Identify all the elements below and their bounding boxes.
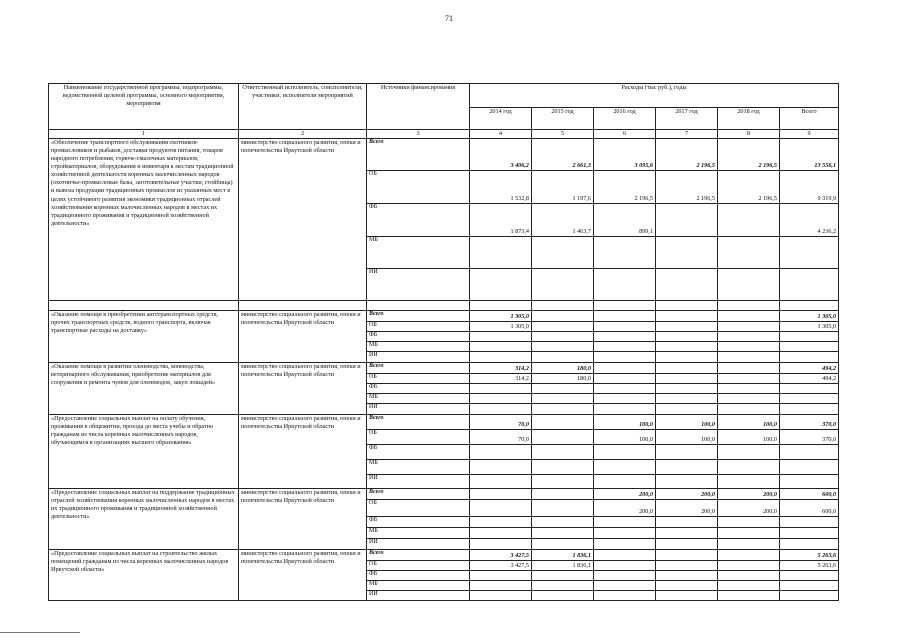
program-name-cell: «Предоставление социальных выплат на строительство жилых помещений гражданам из числа коренных малочисленных народов Иркутской области» [49, 550, 239, 601]
year-value-cell: 2 196,5 [656, 171, 718, 204]
year-value-cell [718, 591, 780, 601]
header-year: 2014 год [470, 108, 532, 130]
funding-source-cell: ФБ [367, 204, 470, 237]
column-number: 5 [532, 130, 594, 139]
year-value-cell [470, 460, 532, 475]
program-name-cell: «Предоставление социальных выплат на оплату обучения, проживания в общежитии, проезда до места учебы и обратно гражданам из числа коренных малочисленных народов, обучающимся в организациях высшего образования» [49, 415, 239, 489]
year-value-cell [532, 237, 594, 269]
year-value-cell [594, 517, 656, 528]
funding-source-cell: ИИ [367, 269, 470, 301]
year-value-cell: 100,0 [718, 430, 780, 445]
year-value-cell [532, 384, 594, 394]
year-value-cell [594, 571, 656, 581]
column-number-row [49, 130, 839, 139]
year-value-cell [470, 591, 532, 601]
program-name-cell: «Оказание помощи в развитии оленеводства, коневодства, ветеринарного обслуживания, приобретение материалов для сооружения и ремонта чумов для оленеводов, закуп лошадей» [49, 363, 239, 415]
funding-source-cell: ИИ [367, 404, 470, 415]
year-value-cell: 3 427,5 [470, 550, 532, 561]
year-value-cell: 3 427,5 [470, 561, 532, 571]
total-value-cell [780, 460, 839, 475]
year-value-cell [656, 342, 718, 352]
year-value-cell [718, 460, 780, 475]
funding-source-cell: ФБ [367, 384, 470, 394]
header-year: 2017 год [656, 108, 718, 130]
year-value-cell [470, 475, 532, 489]
year-value-cell [594, 475, 656, 489]
header-expenses: Расходы (тыс руб.), годы [470, 84, 839, 108]
year-value-cell [718, 571, 780, 581]
year-value-cell: 899,1 [594, 204, 656, 237]
year-value-cell [656, 460, 718, 475]
year-value-cell [656, 352, 718, 363]
total-value-cell [780, 475, 839, 489]
funding-source-cell: ОБ [367, 561, 470, 571]
year-value-cell: 1 873,4 [470, 204, 532, 237]
year-value-cell [532, 415, 594, 430]
year-value-cell [594, 460, 656, 475]
year-value-cell [532, 311, 594, 322]
year-value-cell [532, 332, 594, 342]
year-value-cell [594, 445, 656, 460]
year-value-cell [532, 322, 594, 332]
spacer-row [49, 301, 839, 311]
year-value-cell [594, 342, 656, 352]
year-value-cell: 100,0 [594, 415, 656, 430]
year-value-cell [718, 237, 780, 269]
year-value-cell [594, 363, 656, 374]
year-value-cell [718, 311, 780, 322]
year-value-cell: 2 196,5 [718, 139, 780, 171]
funding-source-cell: МБ [367, 342, 470, 352]
year-value-cell [718, 332, 780, 342]
column-number: 7 [656, 130, 718, 139]
year-value-cell [656, 404, 718, 415]
year-value-cell [532, 394, 594, 404]
column-number: 6 [594, 130, 656, 139]
year-value-cell: 1 305,0 [470, 322, 532, 332]
funding-source-cell: МБ [367, 528, 470, 539]
year-value-cell [656, 539, 718, 550]
year-value-cell: 1 836,1 [532, 550, 594, 561]
year-value-cell [532, 539, 594, 550]
funding-source-cell: Всего [367, 415, 470, 430]
year-value-cell [656, 322, 718, 332]
year-value-cell [656, 374, 718, 384]
year-value-cell [532, 352, 594, 363]
executor-cell: министерство социального развития, опеки и попечительства Иркутской области [239, 489, 367, 550]
header-year: 2016 год [594, 108, 656, 130]
total-value-cell [780, 581, 839, 591]
year-value-cell [656, 311, 718, 322]
year-value-cell: 200,0 [594, 500, 656, 517]
year-value-cell [718, 363, 780, 374]
total-value-cell: 4 236,2 [780, 204, 839, 237]
empty-cell [780, 301, 839, 311]
year-value-cell [470, 489, 532, 500]
year-value-cell: 3 406,2 [470, 139, 532, 171]
executor-cell: министерство социального развития, опеки и попечительства Иркутской области [239, 363, 367, 415]
year-value-cell [718, 322, 780, 332]
table-row [49, 550, 839, 561]
total-value-cell [780, 404, 839, 415]
total-value-cell [780, 384, 839, 394]
page-number: 71 [445, 14, 453, 23]
year-value-cell [532, 581, 594, 591]
year-value-cell [594, 384, 656, 394]
empty-cell [656, 301, 718, 311]
program-name-cell: «Предоставление социальных выплат на поддержание традиционных отраслей хозяйствования коренных малочисленных народов в местах их традиционного проживания и традиционной хозяйственной деятельности» [49, 489, 239, 550]
year-value-cell [532, 404, 594, 415]
year-value-cell [594, 561, 656, 571]
year-value-cell: 100,0 [718, 415, 780, 430]
year-value-cell [594, 394, 656, 404]
column-number: 3 [367, 130, 470, 139]
total-value-cell: 13 556,1 [780, 139, 839, 171]
header-row [49, 84, 839, 108]
year-value-cell [718, 352, 780, 363]
year-value-cell: 100,0 [594, 430, 656, 445]
year-value-cell [470, 539, 532, 550]
year-value-cell: 2 661,3 [532, 139, 594, 171]
year-value-cell [532, 489, 594, 500]
year-value-cell [718, 384, 780, 394]
year-value-cell [532, 571, 594, 581]
year-value-cell [718, 475, 780, 489]
funding-source-cell: ФБ [367, 445, 470, 460]
year-value-cell: 180,0 [532, 374, 594, 384]
funding-source-cell: ИИ [367, 475, 470, 489]
total-value-cell [780, 539, 839, 550]
year-value-cell: 1 836,1 [532, 561, 594, 571]
year-value-cell [470, 352, 532, 363]
year-value-cell: 200,0 [718, 500, 780, 517]
total-value-cell [780, 571, 839, 581]
funding-source-cell: МБ [367, 394, 470, 404]
total-value-cell: 1 305,0 [780, 311, 839, 322]
funding-source-cell: Всего [367, 311, 470, 322]
year-value-cell: 1 197,6 [532, 171, 594, 204]
empty-cell [239, 301, 367, 311]
year-value-cell: 1 463,7 [532, 204, 594, 237]
year-value-cell [594, 237, 656, 269]
funding-source-cell: ОБ [367, 171, 470, 204]
year-value-cell [470, 445, 532, 460]
year-value-cell [656, 237, 718, 269]
funding-source-cell: ФБ [367, 332, 470, 342]
funding-source-cell: Всего [367, 363, 470, 374]
year-value-cell [470, 517, 532, 528]
year-value-cell [656, 550, 718, 561]
total-value-cell: 600,0 [780, 500, 839, 517]
year-value-cell [718, 517, 780, 528]
program-name-cell: «Обеспечение транспортного обслуживания охотников-промысловиков и рыбаков, доставки продуктов питания, товаров народного потребления, горюче-смазочных материалов, стройматериалов, оборудования и инвентаря к местам традиционной хозяйственной деятельности коренных малочисленных народов (охотничье-промысловые базы, заготовительные участки, стойбища) и вывоза продукции традиционных промыслов из указанных мест в целях устойчивого развития экономики традиционных отраслей хозяйствования коренных малочисленных народов в местах их традиционного проживания и традиционной хозяйственной деятельности» [49, 139, 239, 301]
year-value-cell [594, 581, 656, 591]
table-row [49, 489, 839, 500]
total-value-cell: 370,0 [780, 415, 839, 430]
total-value-cell [780, 591, 839, 601]
year-value-cell [532, 269, 594, 301]
total-value-cell: 494,2 [780, 374, 839, 384]
year-value-cell [656, 528, 718, 539]
total-value-cell [780, 445, 839, 460]
year-value-cell [718, 204, 780, 237]
empty-cell [718, 301, 780, 311]
year-value-cell: 2 196,5 [718, 171, 780, 204]
funding-source-cell: ИИ [367, 591, 470, 601]
year-value-cell [656, 204, 718, 237]
year-value-cell [532, 500, 594, 517]
year-value-cell [594, 352, 656, 363]
year-value-cell [594, 332, 656, 342]
year-value-cell: 100,0 [656, 415, 718, 430]
table-row [49, 415, 839, 430]
table-row [49, 363, 839, 374]
year-value-cell [656, 561, 718, 571]
year-value-cell: 314,2 [470, 374, 532, 384]
funding-source-cell: МБ [367, 581, 470, 591]
year-value-cell [718, 404, 780, 415]
funding-source-cell: Всего [367, 550, 470, 561]
funding-source-cell: ОБ [367, 374, 470, 384]
year-value-cell [656, 269, 718, 301]
year-value-cell [594, 311, 656, 322]
year-value-cell [656, 591, 718, 601]
funding-source-cell: МБ [367, 460, 470, 475]
total-value-cell: 5 263,6 [780, 561, 839, 571]
header-executor: Ответственный исполнитель, соисполнители, участники, исполнители мероприятий [239, 84, 367, 130]
year-value-cell [470, 342, 532, 352]
total-value-cell [780, 269, 839, 301]
year-value-cell: 2 196,5 [656, 139, 718, 171]
year-value-cell [718, 561, 780, 571]
year-value-cell [656, 363, 718, 374]
year-value-cell [594, 269, 656, 301]
year-value-cell: 1 305,0 [470, 311, 532, 322]
year-value-cell [718, 550, 780, 561]
funding-source-cell: Всего [367, 139, 470, 171]
year-value-cell: 200,0 [656, 489, 718, 500]
year-value-cell [532, 591, 594, 601]
funding-source-cell: ОБ [367, 430, 470, 445]
year-value-cell [532, 528, 594, 539]
year-value-cell [594, 404, 656, 415]
table-row [49, 139, 839, 171]
total-value-cell [780, 517, 839, 528]
year-value-cell [656, 332, 718, 342]
year-value-cell: 3 095,6 [594, 139, 656, 171]
program-name-cell: «Оказание помощи в приобретении автотранспортных средств, прочих транспортных средств, водного транспорта, включая транспортные расходы на доставку» [49, 311, 239, 363]
year-value-cell: 1 532,8 [470, 171, 532, 204]
funding-source-cell: ОБ [367, 322, 470, 332]
funding-source-cell: ИИ [367, 539, 470, 550]
funding-source-cell: ФБ [367, 517, 470, 528]
year-value-cell [718, 539, 780, 550]
total-value-cell: 9 319,9 [780, 171, 839, 204]
year-value-cell: 70,0 [470, 415, 532, 430]
year-value-cell [470, 571, 532, 581]
header-year: 2015 год [532, 108, 594, 130]
table-body [49, 84, 839, 601]
year-value-cell [718, 445, 780, 460]
year-value-cell [656, 475, 718, 489]
column-number: 1 [49, 130, 239, 139]
year-value-cell [470, 332, 532, 342]
executor-cell: министерство социального развития, опеки и попечительства Иркутской области [239, 550, 367, 601]
total-value-cell [780, 528, 839, 539]
year-value-cell [594, 322, 656, 332]
executor-cell: министерство социального развития, опеки и попечительства Иркутской области [239, 415, 367, 489]
year-value-cell [656, 571, 718, 581]
year-value-cell [718, 581, 780, 591]
year-value-cell [532, 342, 594, 352]
total-value-cell [780, 394, 839, 404]
empty-cell [367, 301, 470, 311]
total-value-cell: 5 263,6 [780, 550, 839, 561]
funding-source-cell: МБ [367, 237, 470, 269]
column-number: 2 [239, 130, 367, 139]
empty-cell [594, 301, 656, 311]
year-value-cell: 180,0 [532, 363, 594, 374]
funding-source-cell: ФБ [367, 571, 470, 581]
year-value-cell: 70,0 [470, 430, 532, 445]
total-value-cell [780, 352, 839, 363]
executor-cell: министерство социального развития, опеки и попечительства Иркутской области [239, 139, 367, 301]
year-value-cell [470, 404, 532, 415]
total-value-cell: 600,0 [780, 489, 839, 500]
year-value-cell [470, 500, 532, 517]
year-value-cell [532, 460, 594, 475]
year-value-cell: 200,0 [718, 489, 780, 500]
header-total: Всего [780, 108, 839, 130]
column-number: 9 [780, 130, 839, 139]
year-value-cell [470, 394, 532, 404]
year-value-cell [470, 581, 532, 591]
total-value-cell: 1 305,0 [780, 322, 839, 332]
year-value-cell [532, 445, 594, 460]
header-program-name: Наименование государственной программы, подпрограммы, ведомственной целевой программы, основного мероприятия, мероприятия [49, 84, 239, 130]
column-number: 4 [470, 130, 532, 139]
header-funding-source: Источники финансирования [367, 84, 470, 130]
year-value-cell [470, 237, 532, 269]
year-value-cell [718, 528, 780, 539]
year-value-cell [532, 430, 594, 445]
year-value-cell [470, 384, 532, 394]
year-value-cell [470, 528, 532, 539]
year-value-cell [594, 550, 656, 561]
year-value-cell: 200,0 [656, 500, 718, 517]
table-row [49, 311, 839, 322]
year-value-cell [594, 539, 656, 550]
year-value-cell [594, 528, 656, 539]
year-value-cell [656, 445, 718, 460]
budget-table [48, 83, 839, 601]
year-value-cell: 2 196,5 [594, 171, 656, 204]
empty-cell [49, 301, 239, 311]
year-value-cell [656, 517, 718, 528]
year-value-cell [656, 394, 718, 404]
year-value-cell [532, 475, 594, 489]
empty-cell [470, 301, 532, 311]
year-value-cell [718, 374, 780, 384]
year-value-cell [470, 269, 532, 301]
empty-cell [532, 301, 594, 311]
year-value-cell [594, 591, 656, 601]
year-value-cell [656, 581, 718, 591]
year-value-cell [656, 384, 718, 394]
year-value-cell: 100,0 [656, 430, 718, 445]
year-value-cell [718, 269, 780, 301]
header-year: 2018 год [718, 108, 780, 130]
funding-source-cell: ИИ [367, 352, 470, 363]
total-value-cell [780, 342, 839, 352]
year-value-cell [718, 394, 780, 404]
total-value-cell: 370,0 [780, 430, 839, 445]
total-value-cell [780, 332, 839, 342]
year-value-cell [532, 517, 594, 528]
year-value-cell [718, 342, 780, 352]
year-value-cell [594, 374, 656, 384]
total-value-cell: 494,2 [780, 363, 839, 374]
year-value-cell: 314,2 [470, 363, 532, 374]
funding-source-cell: Всего [367, 489, 470, 500]
total-value-cell [780, 237, 839, 269]
footer-divider [0, 632, 80, 633]
column-number: 8 [718, 130, 780, 139]
year-value-cell: 200,0 [594, 489, 656, 500]
funding-source-cell: ОБ [367, 500, 470, 517]
executor-cell: министерство социального развития, опеки и попечительства Иркутской области [239, 311, 367, 363]
